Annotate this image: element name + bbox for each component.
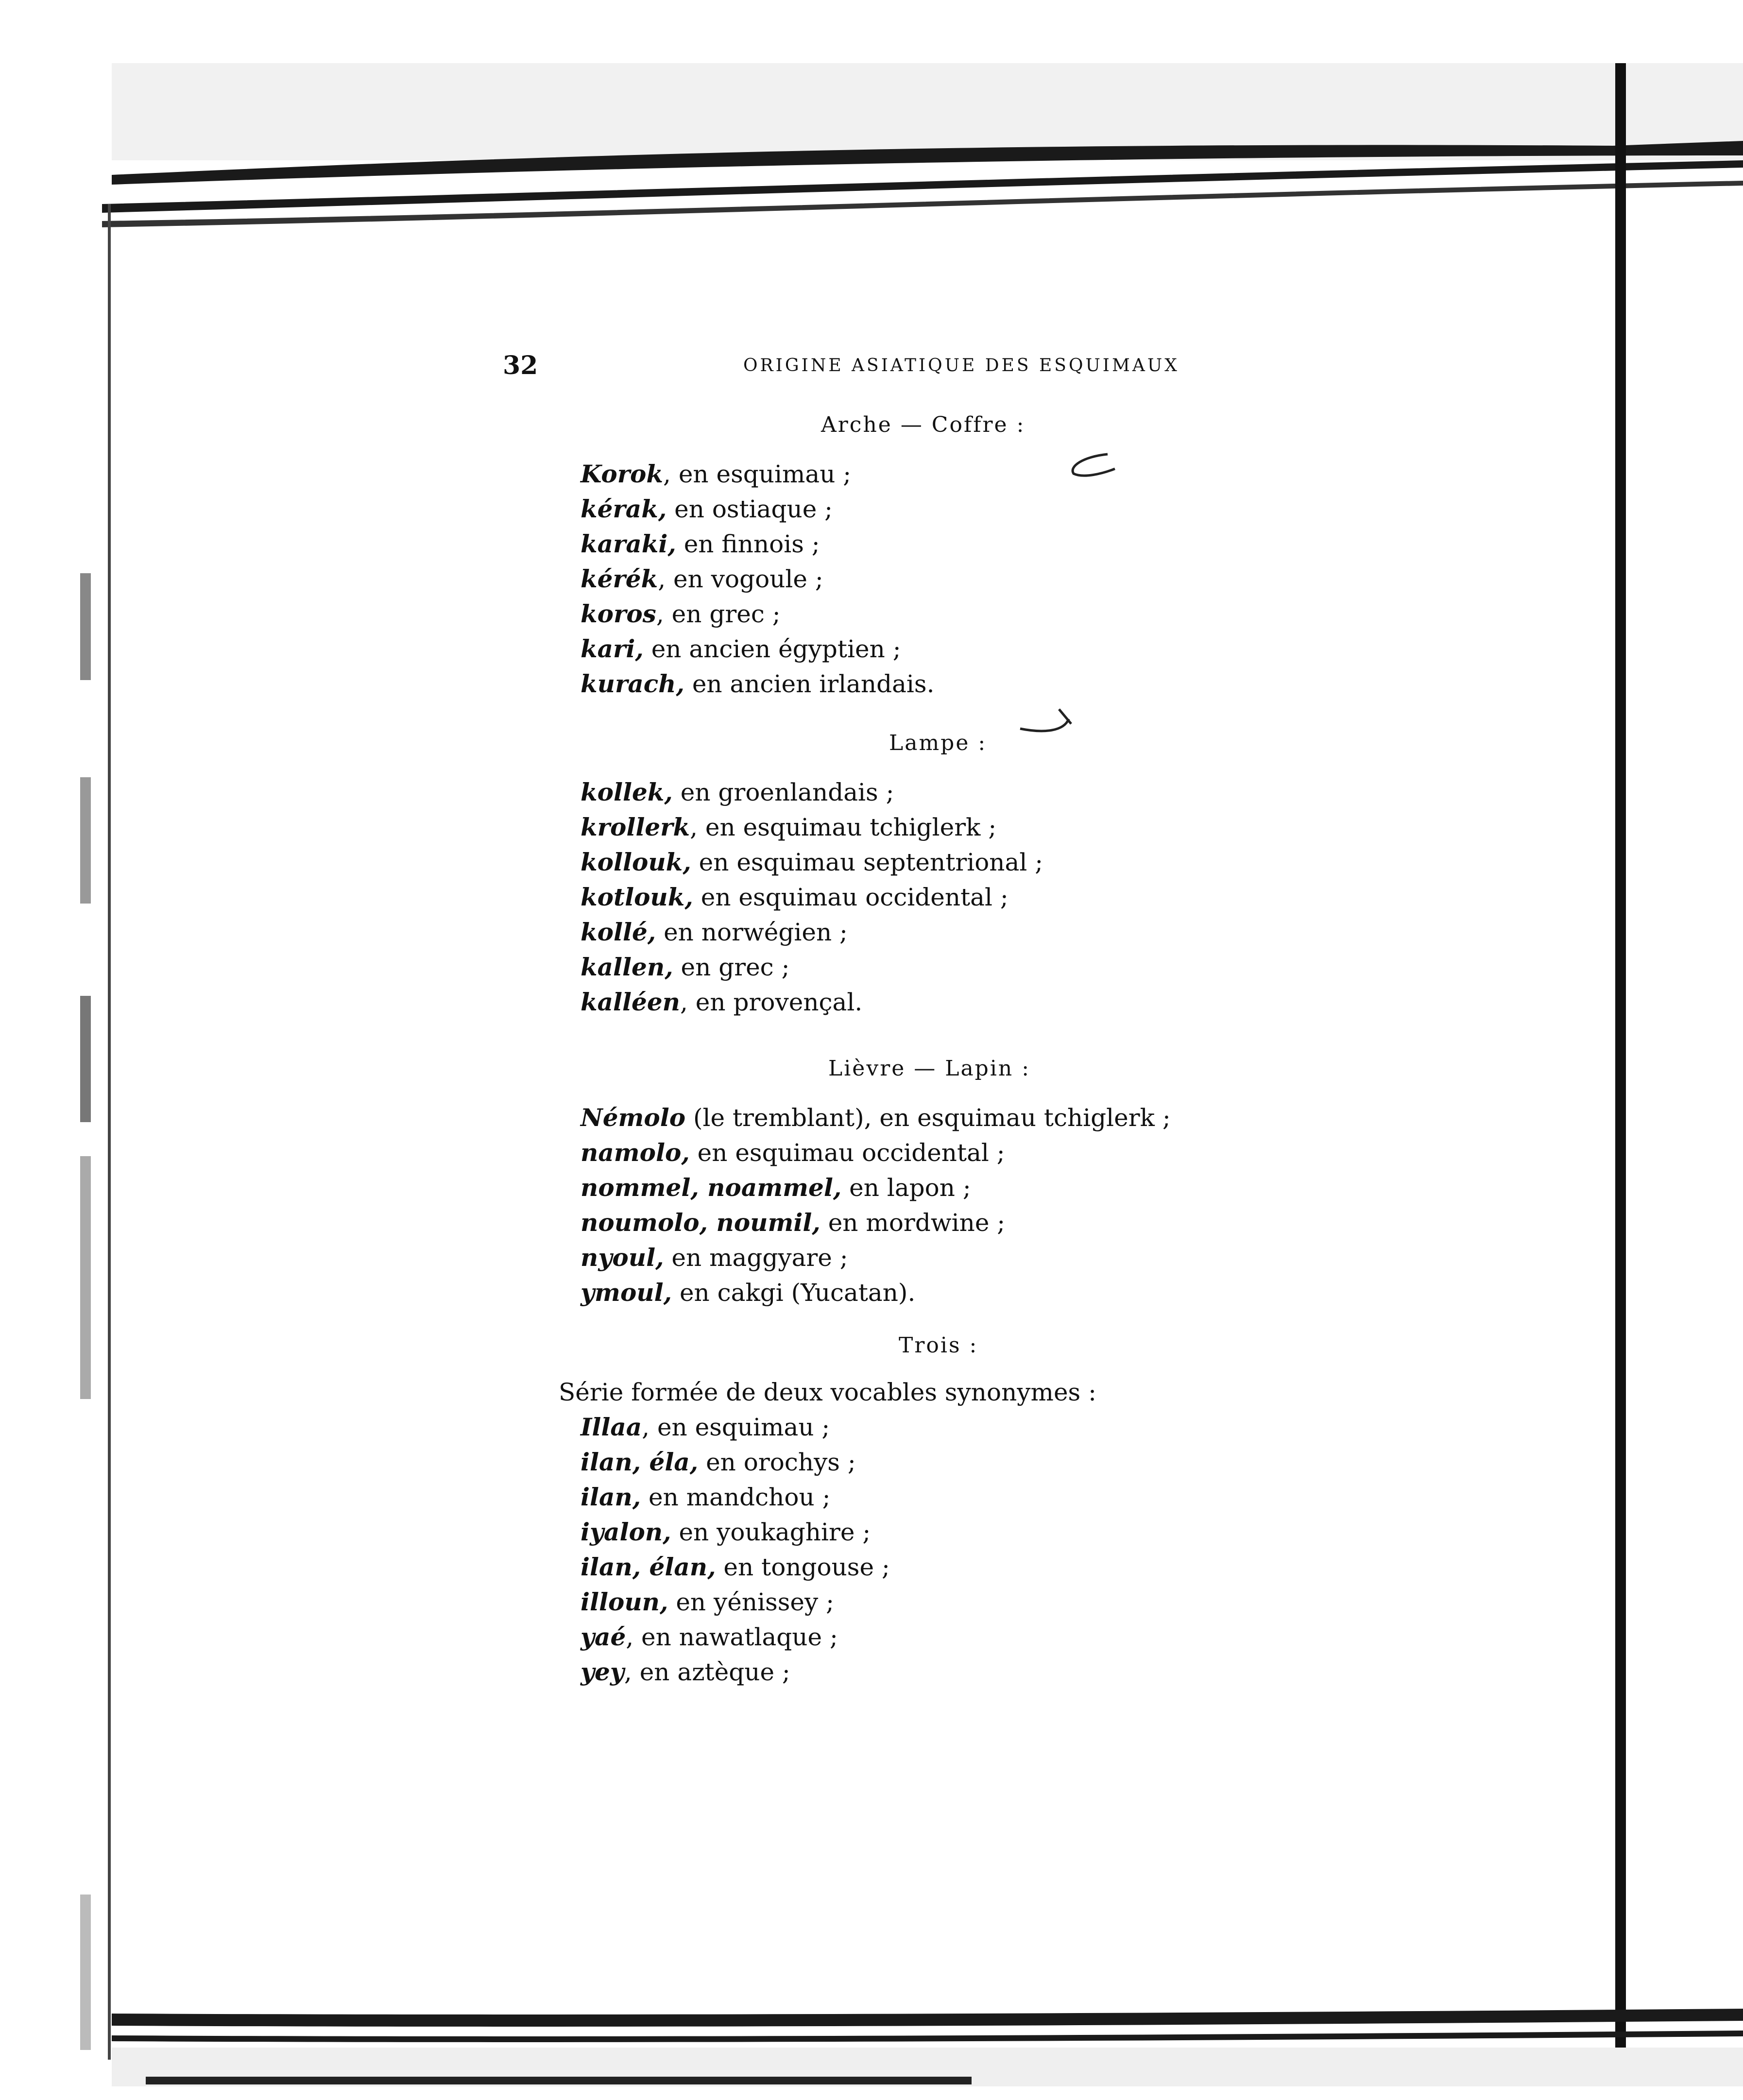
- entry-word: nommel, noammel,: [581, 1173, 842, 1202]
- entry-list: [581, 775, 1043, 1020]
- entry-gloss: en ostiaque ;: [666, 495, 833, 523]
- list-item: [581, 845, 1043, 880]
- list-item: [581, 597, 934, 632]
- entry-word: Némolo: [581, 1103, 686, 1132]
- entry-word: ilan, élan,: [581, 1553, 716, 1581]
- entry-gloss: en groenlandais ;: [672, 778, 894, 806]
- entry-word: ymoul,: [581, 1278, 672, 1307]
- page-number: 32: [503, 351, 538, 380]
- entry-word: nyoul,: [581, 1243, 664, 1272]
- entry-gloss: en mordwine ;: [820, 1209, 1006, 1237]
- entry-list: [581, 1410, 890, 1690]
- entry-gloss: , en nawatlaque ;: [626, 1623, 838, 1651]
- list-item: [581, 632, 934, 666]
- entry-word: karaki,: [581, 529, 676, 558]
- list-item: [581, 527, 934, 562]
- running-title: ORIGINE ASIATIQUE DES ESQUIMAUX: [743, 356, 1179, 376]
- entry-word: noumolo, noumil,: [581, 1208, 820, 1237]
- entry-gloss: en lapon ;: [841, 1174, 971, 1202]
- list-item: [581, 1170, 1171, 1205]
- entry-gloss: en ancien irlandais.: [684, 670, 935, 698]
- entry-gloss: en esquimau occidental ;: [689, 1139, 1005, 1167]
- entry-word: kollé,: [581, 918, 656, 946]
- entry-gloss: en ancien égyptien ;: [643, 635, 901, 663]
- list-item: [581, 492, 934, 527]
- entry-gloss: , en provençal.: [680, 988, 863, 1016]
- entry-gloss: en norwégien ;: [656, 918, 848, 946]
- list-item: [581, 1515, 890, 1550]
- entry-word: kallen,: [581, 953, 673, 981]
- list-item: [581, 1240, 1171, 1275]
- entry-list: [581, 457, 934, 701]
- entry-gloss: (le tremblant), en esquimau tchiglerk ;: [685, 1104, 1171, 1132]
- list-item: [581, 915, 1043, 950]
- entry-gloss: en cakgi (Yucatan).: [672, 1279, 916, 1307]
- entry-gloss: en yénissey ;: [668, 1588, 834, 1616]
- section-intro: Série formée de deux vocables synonymes :: [559, 1378, 1096, 1406]
- list-item: [581, 1620, 890, 1655]
- entry-word: kollouk,: [581, 848, 691, 876]
- list-item: [581, 880, 1043, 915]
- entry-word: ilan, éla,: [581, 1448, 699, 1476]
- entry-word: kari,: [581, 634, 644, 663]
- entry-word: kérak,: [581, 495, 667, 523]
- list-item: [581, 1585, 890, 1620]
- section-heading: Arche — Coffre :: [821, 412, 1025, 437]
- section-heading: Lampe :: [889, 731, 987, 755]
- list-item: [581, 1550, 890, 1585]
- entry-word: kérék: [581, 564, 658, 593]
- entry-gloss: en esquimau occidental ;: [693, 883, 1008, 911]
- list-item: [581, 1480, 890, 1515]
- list-item: [581, 1205, 1171, 1240]
- section-heading: Lièvre — Lapin :: [828, 1056, 1031, 1081]
- entry-gloss: , en grec ;: [656, 600, 781, 628]
- entry-gloss: , en esquimau ;: [663, 460, 852, 488]
- entry-gloss: en esquimau septentrional ;: [691, 848, 1043, 876]
- entry-word: namolo,: [581, 1138, 690, 1167]
- list-item: [581, 985, 1043, 1020]
- entry-word: iyalon,: [581, 1518, 671, 1546]
- entry-list: [581, 1100, 1171, 1310]
- entry-word: Illaa: [581, 1413, 642, 1441]
- entry-word: kotlouk,: [581, 883, 693, 911]
- list-item: [581, 457, 934, 492]
- list-item: [581, 1135, 1171, 1170]
- list-item: [581, 950, 1043, 985]
- entry-word: yey: [581, 1657, 624, 1686]
- entry-gloss: en orochys ;: [698, 1448, 856, 1476]
- list-item: [581, 810, 1043, 845]
- list-item: [581, 775, 1043, 810]
- entry-gloss: en finnois ;: [676, 530, 820, 558]
- entry-gloss: en mandchou ;: [641, 1483, 831, 1511]
- entry-gloss: en tongouse ;: [716, 1553, 890, 1581]
- entry-gloss: en maggyare ;: [664, 1244, 848, 1272]
- entry-word: krollerk: [581, 813, 690, 841]
- entry-word: illoun,: [581, 1588, 668, 1616]
- list-item: [581, 1445, 890, 1480]
- page-header: [0, 349, 1743, 383]
- entry-word: yaé: [581, 1622, 626, 1651]
- entry-gloss: en grec ;: [673, 953, 790, 981]
- entry-word: kalléen: [581, 988, 681, 1016]
- list-item: [581, 1655, 890, 1690]
- list-item: [581, 1100, 1171, 1135]
- entry-word: Korok: [581, 460, 664, 488]
- entry-gloss: , en vogoule ;: [658, 565, 823, 593]
- entry-word: ilan,: [581, 1483, 641, 1511]
- entry-word: koros: [581, 599, 656, 628]
- entry-word: kurach,: [581, 669, 684, 698]
- entry-gloss: , en esquimau ;: [642, 1413, 830, 1441]
- entry-gloss: en youkaghire ;: [671, 1518, 871, 1546]
- entry-gloss: , en esquimau tchiglerk ;: [690, 813, 997, 841]
- entry-gloss: , en aztèque ;: [624, 1658, 790, 1686]
- list-item: [581, 1275, 1171, 1310]
- list-item: [581, 1410, 890, 1445]
- list-item: [581, 562, 934, 597]
- entry-word: kollek,: [581, 778, 673, 806]
- list-item: [581, 666, 934, 701]
- section-heading: Trois :: [899, 1333, 978, 1358]
